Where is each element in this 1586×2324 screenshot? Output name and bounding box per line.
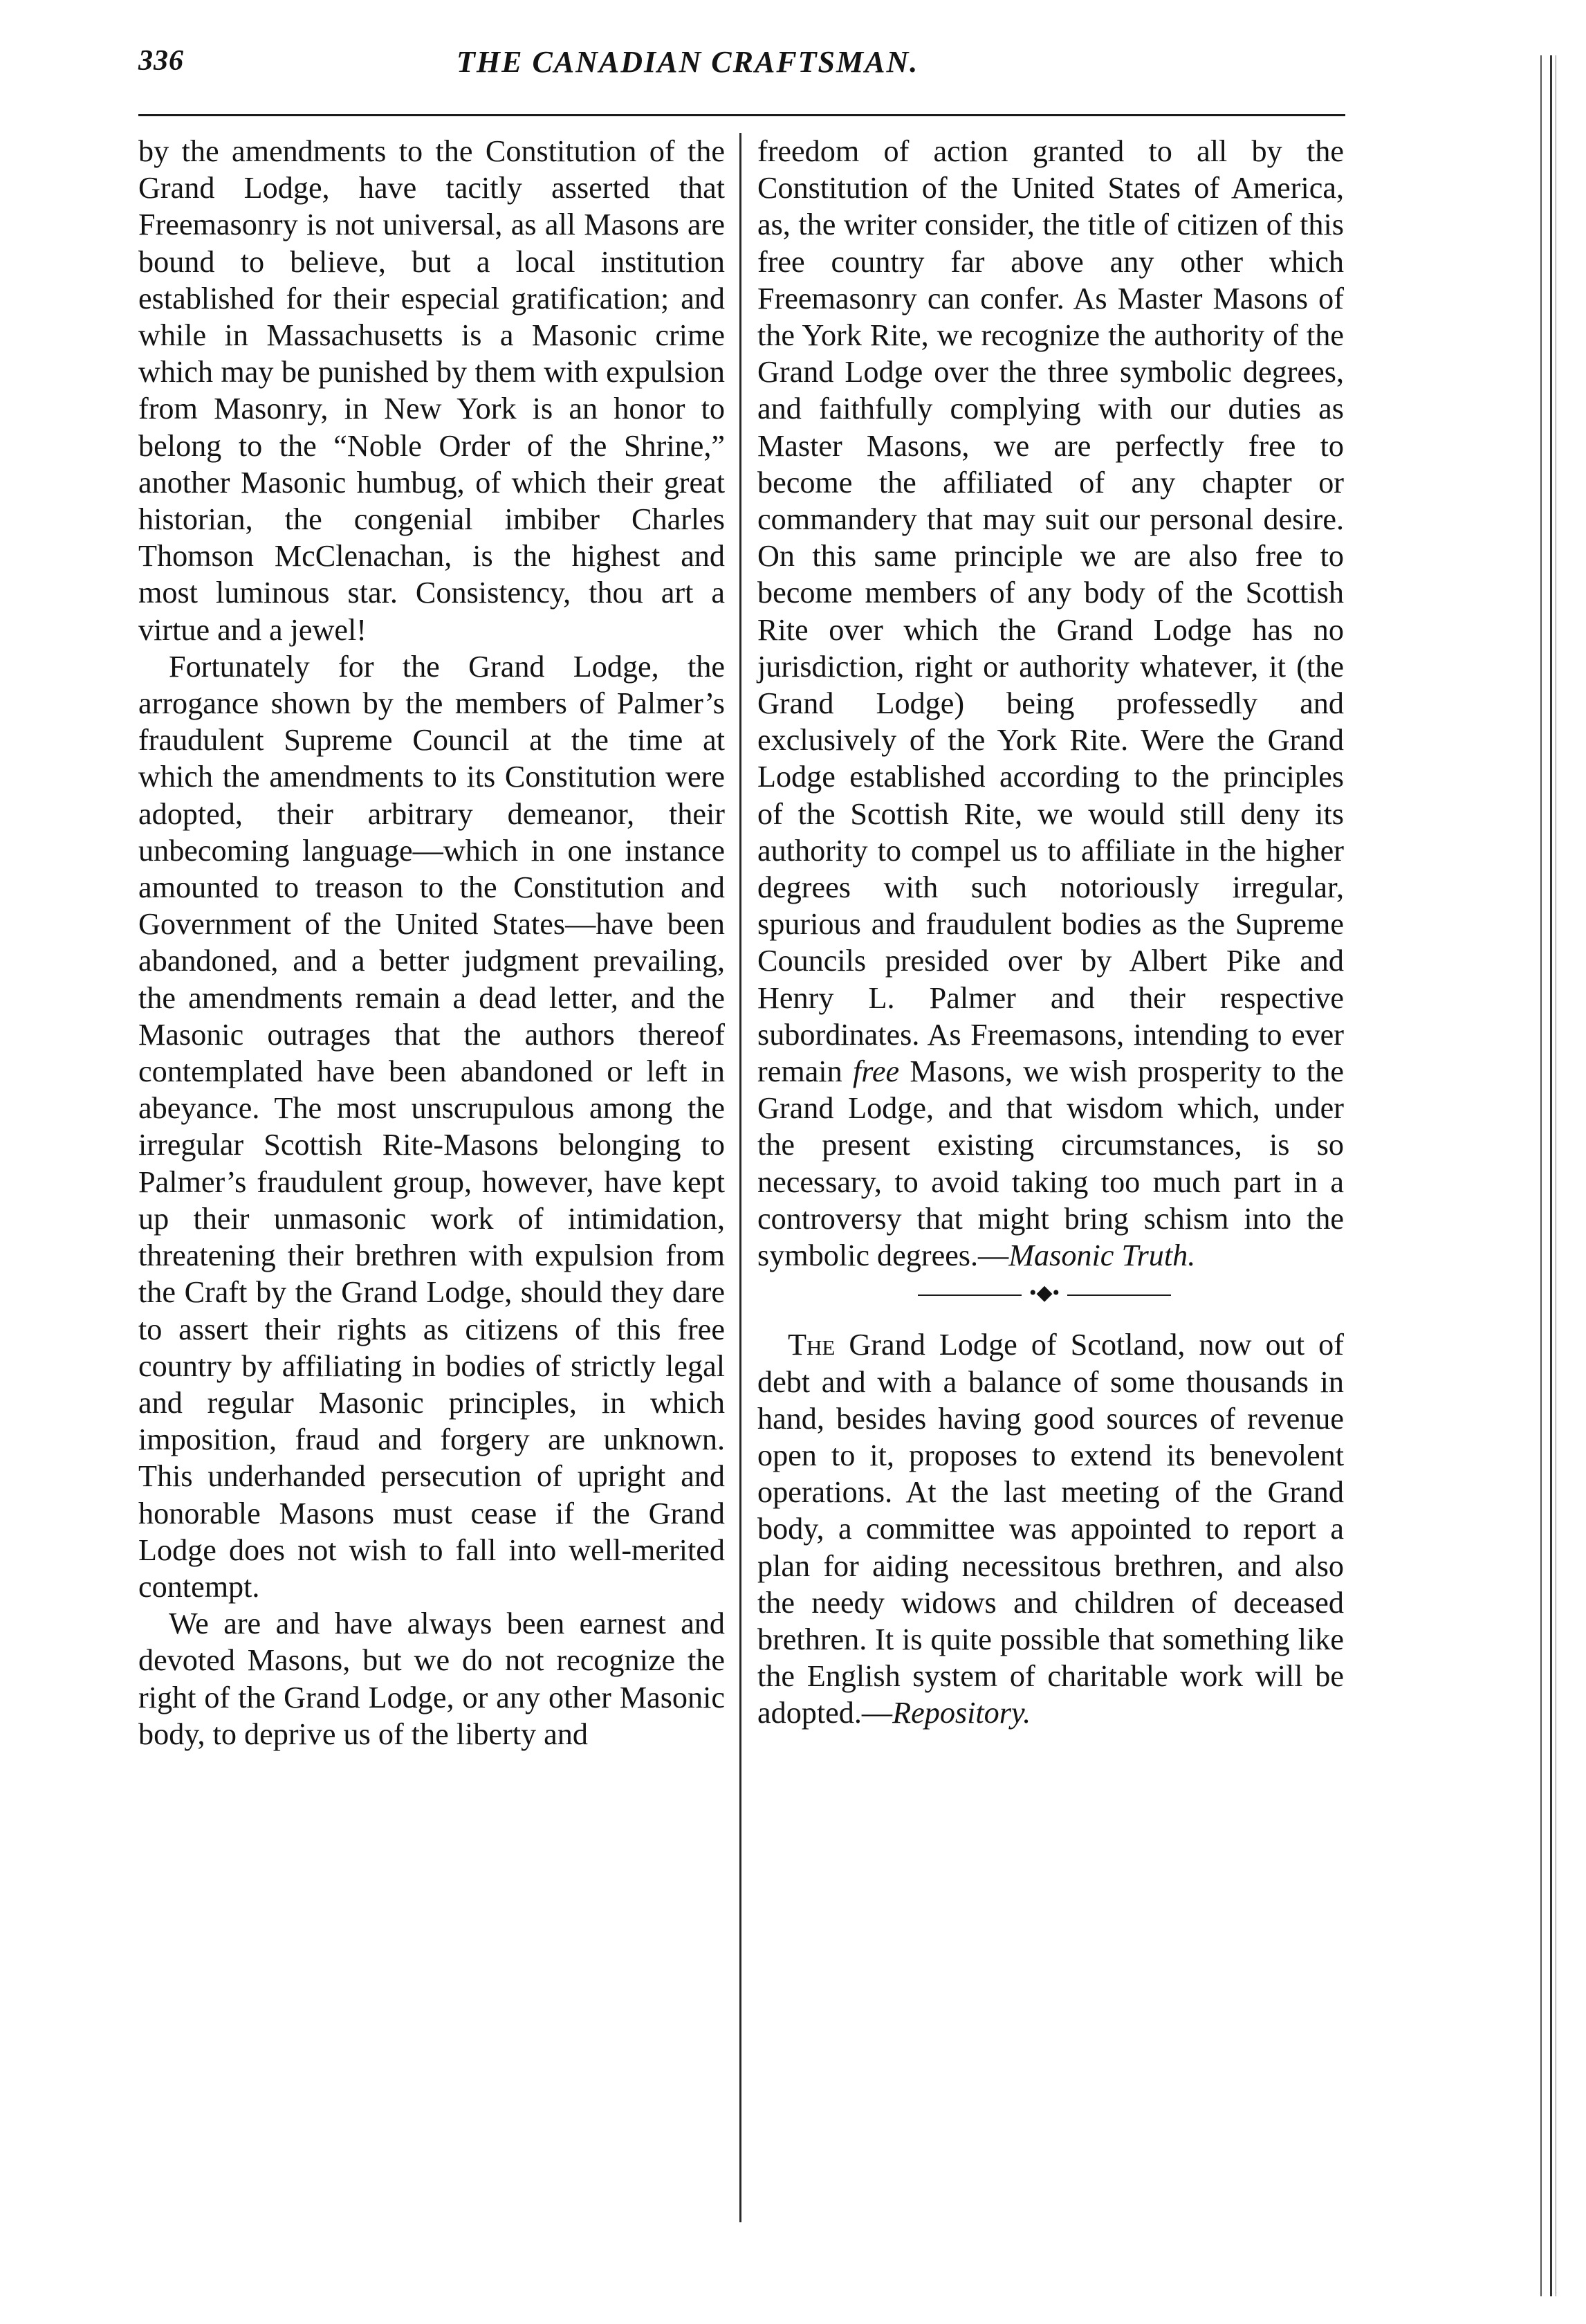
source-repository: Repository. — [892, 1696, 1031, 1730]
separator-rule-right — [1067, 1294, 1171, 1296]
source-masonic-truth: Masonic Truth. — [1008, 1238, 1196, 1273]
separator-rule-left — [918, 1294, 1022, 1296]
right-paragraph-1 — [757, 133, 1344, 1274]
left-paragraph-2: Fortunately for the Grand Lodge, the arrogance shown by the members of Palmer’s fraudulent Supreme Council at the time at which the amendments to its Constitution were adopted, their arbitrary demeanor, their unbecoming language—which in one instance amounted to treason to the Constitution and Government of the United States—have been abandoned, and a better judgment prevailing, the amendments remain a dead letter, and the Masonic outrages that the authors thereof contemplated have been abandoned or left in abeyance. The most unscrupulous among the irregular Scottish Rite-Masons belonging to Palmer’s fraudulent group, however, have kept up their unmasonic work of intimidation, threatening their brethren with expulsion from the Craft by the Grand Lodge, should they dare to assert their rights as citizens of this free country by affiliating in bodies of strictly legal and regular Masonic principles, in which imposition, fraud and forgery are unknown. This underhanded persecution of upright and honorable Masons must cease if the Grand Lodge does not wish to fall into well-merited contempt. — [138, 649, 725, 1604]
separator-ornament-icon: •◆• — [1029, 1281, 1060, 1305]
column-divider — [739, 133, 741, 2222]
right-paragraph-1-rest: Masons, we wish prosperity to the Grand Lodge, and that wisdom which, under the present existing circumstances, is so necessary, to avoid taking too much part in a controversy that might bring schism into the symbolic degrees.— — [757, 1054, 1344, 1273]
right-paragraph-2 — [757, 1326, 1344, 1731]
lead-in-the: The — [788, 1328, 836, 1362]
left-paragraph-1: by the amendments to the Constitution of the Grand Lodge, have tacitly asserted that Freemasonry is not universal, as all Masons are bound to believe, but a local institution established for their especial gratification; and while in Massachusetts is a Masonic crime which may be punished by them with expulsion from Masonry, in New York is an honor to belong to the “Noble Order of the Shrine,” another Masonic humbug, of which their great historian, the congenial imbiber Charles Thomson McClenachan, is the highest and most luminous star. Consistency, thou art a virtue and a jewel! — [138, 134, 725, 647]
article-separator — [757, 1275, 1344, 1317]
page-header — [138, 44, 1345, 93]
page-number: 336 — [138, 45, 184, 77]
right-column — [757, 133, 1344, 1732]
running-title: THE CANADIAN CRAFTSMAN. — [457, 45, 919, 79]
binding-line — [1550, 55, 1552, 2296]
binding-line — [1540, 55, 1542, 2296]
right-paragraph-1-text: freedom of action granted to all by the Constitution of the United States of America, as, the writer consider, the title of citizen of this free country far above any other which Freemasonry can confer. As Master Masons of the York Rite, we recognize the authority of the Grand Lodge over the three symbolic degrees, and faithfully complying with our duties as Master Masons, we are perfectly free to become the affiliated of any chapter or commandery that may suit our personal desire. On this same principle we are also free to become members of any body of the Scottish Rite over which the Grand Lodge has no jurisdiction, right or authority whatever, it (the Grand Lodge) being professedly and exclusively of the York Rite. Were the Grand Lodge established according to the principles of the Scottish Rite, we would still deny its authority to compel us to affiliate in the higher degrees with such notoriously irregular, spurious and fraudulent bodies as the Supreme Councils presided over by Albert Pike and Henry L. Palmer and their respective subordinates. As Freemasons, intending to ever remain — [757, 134, 1344, 1089]
header-rule — [138, 114, 1345, 116]
right-paragraph-2-text: Grand Lodge of Scotland, now out of debt and with a balance of some thousands in hand, besides having good sources of revenue open to it, proposes to extend its benevolent operations. At the last meeting of the Grand body, a committee was appointed to report a plan for aiding necessitous brethren, and also the needy widows and children of deceased brethren. It is quite possible that something like the English system of charitable work will be adopted.— — [757, 1328, 1344, 1730]
emphasis-free: free — [853, 1054, 900, 1089]
left-column — [138, 133, 725, 1753]
binding-edge — [1510, 0, 1586, 2324]
left-paragraph-3: We are and have always been earnest and devoted Masons, but we do not recognize the right of the Grand Lodge, or any other Masonic body, to deprive us of the liberty and — [138, 1607, 725, 1751]
